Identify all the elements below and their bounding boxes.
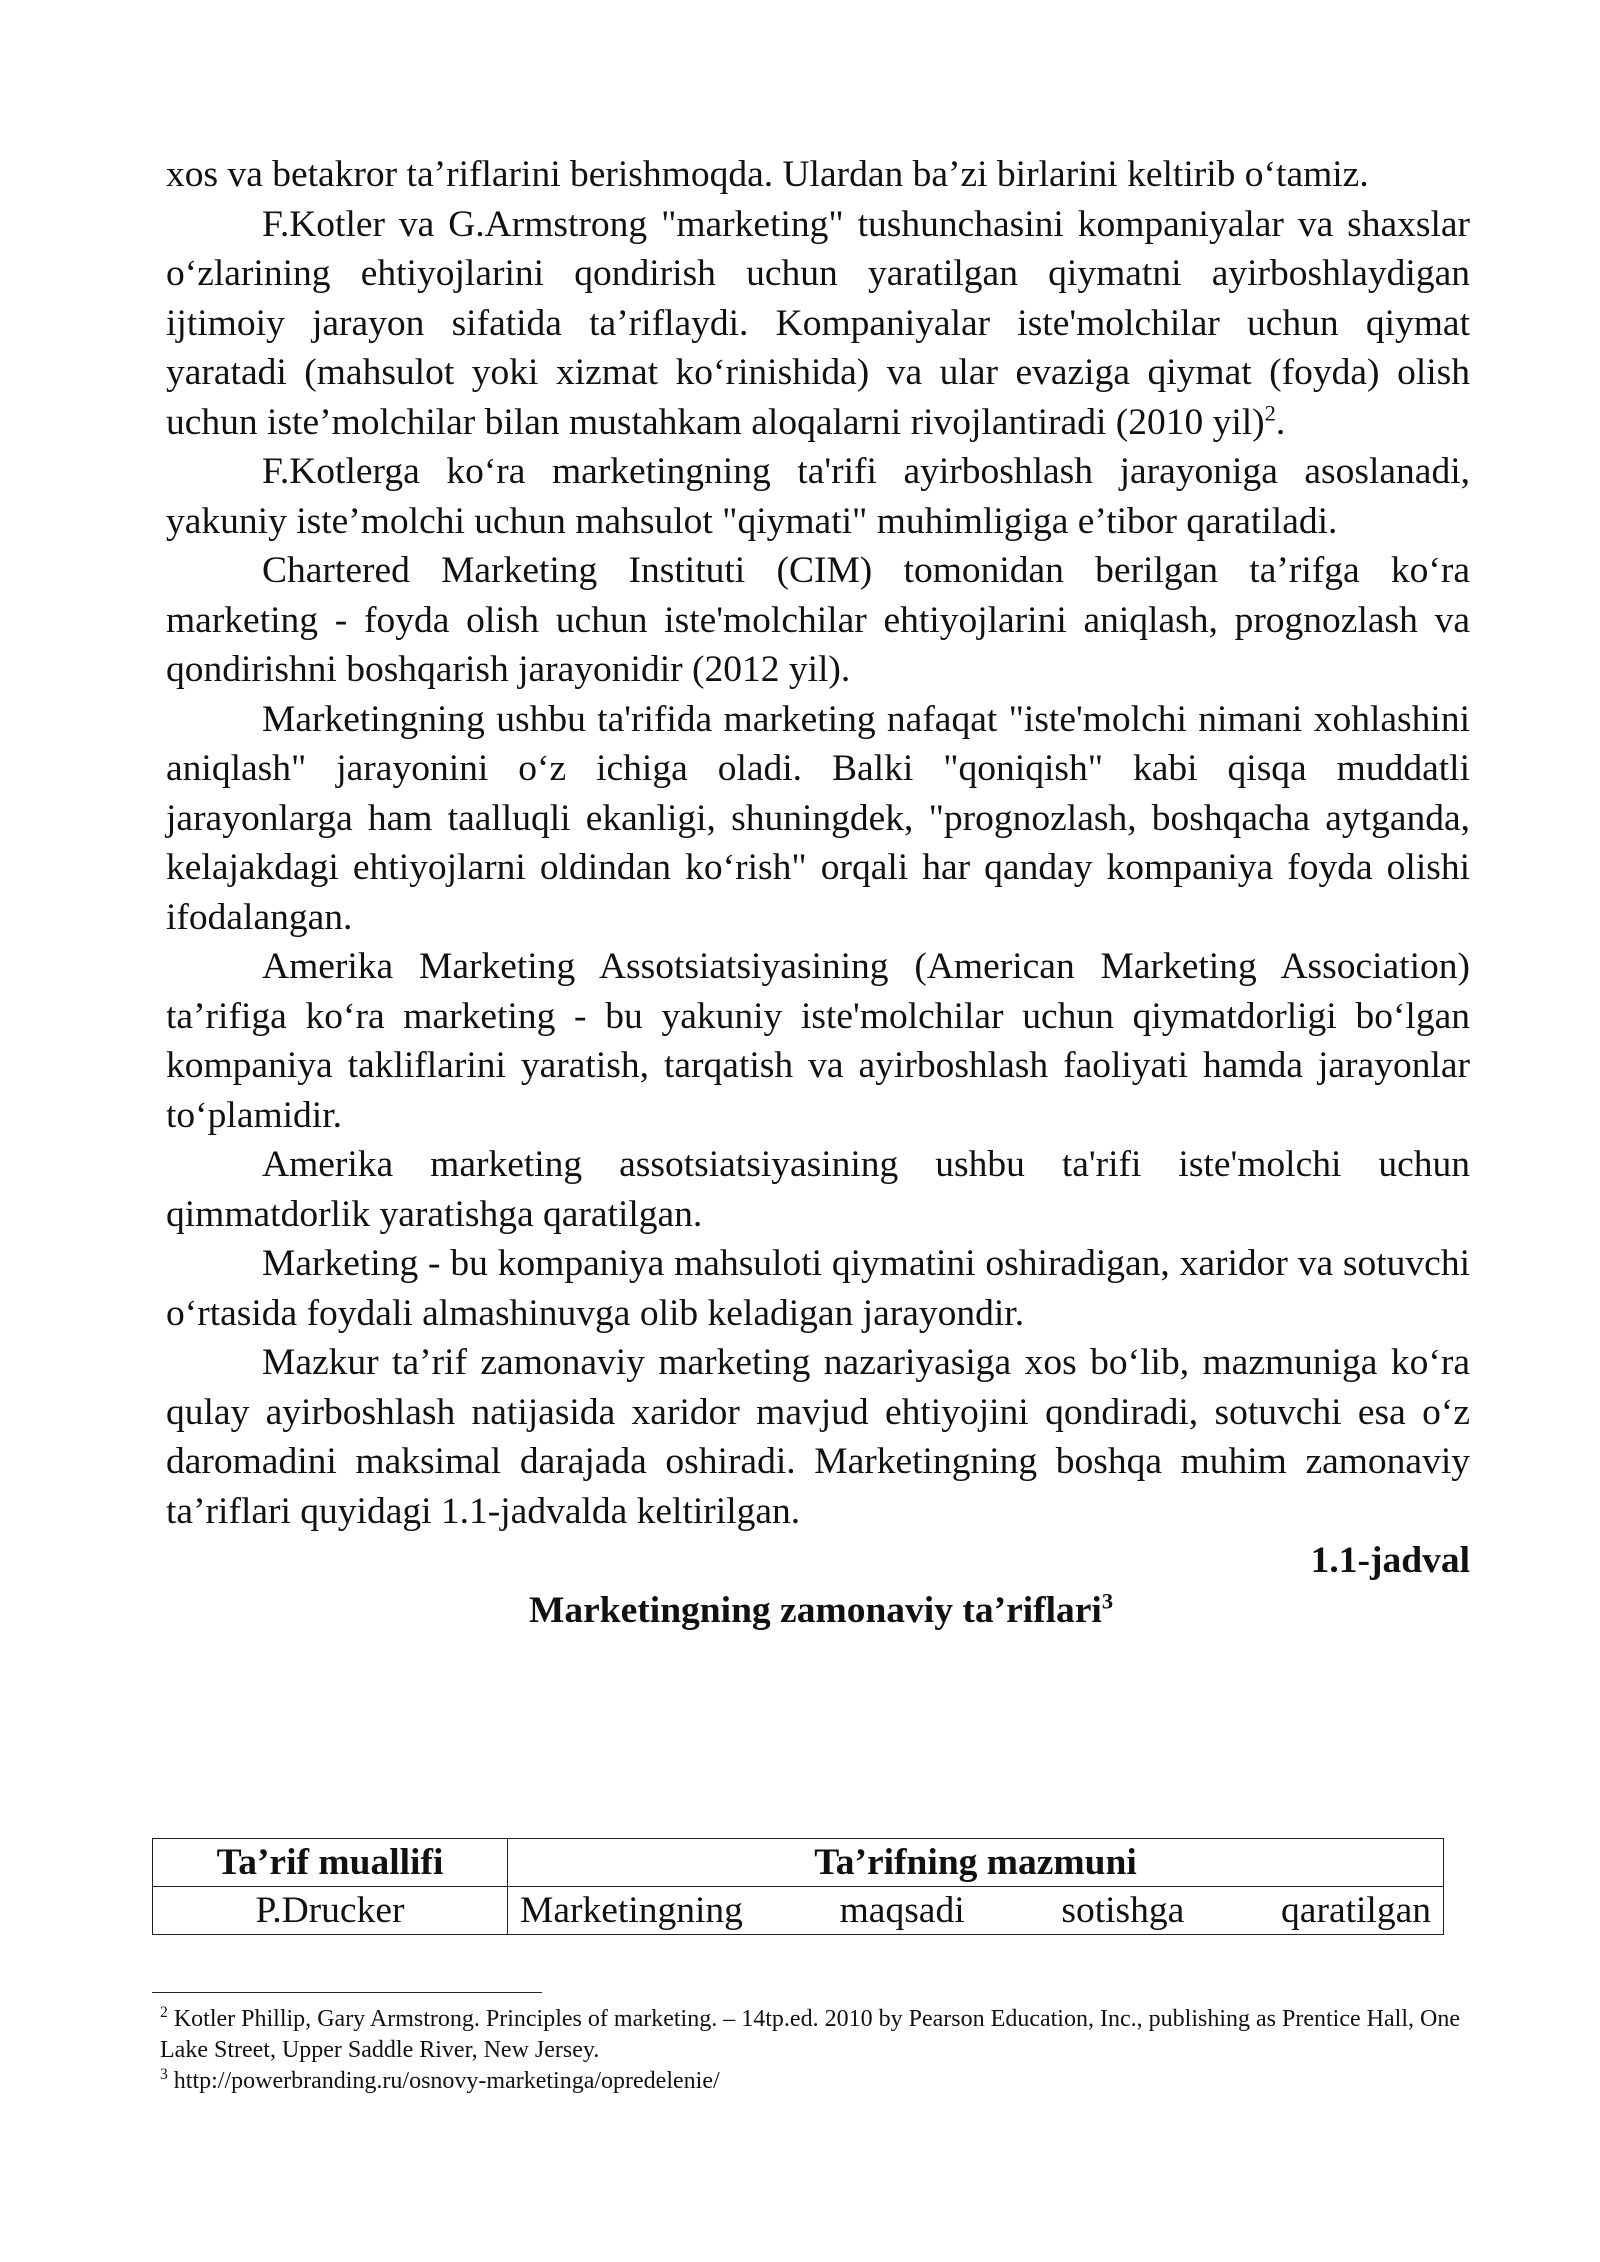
table-title: Marketingning zamonaviy ta’riflari$^3$ bbox=[529, 1588, 1114, 1631]
footnote-ref[interactable]: 3 bbox=[1101, 1588, 1114, 1613]
paragraph: Amerika marketing assotsiatsiyasining ushbu ta'rifi iste'molchi uchun qimmatdorlik yaratishga qaratilgan. bbox=[166, 1144, 1470, 1235]
body-text bbox=[166, 150, 1470, 1536]
paragraph: Marketing - bu kompaniya mahsuloti qiymatini oshiradigan, xaridor va sotuvchi o‘rtasida foydali almashinuvga olib keladigan jarayondir. bbox=[166, 1243, 1470, 1334]
header-author: Ta’rif muallifi bbox=[153, 1839, 508, 1887]
table-header-row bbox=[153, 1839, 1444, 1887]
paragraph: Mazkur ta’rif zamonaviy marketing nazariyasiga xos bo‘lib, mazmuniga ko‘ra qulay ayirboshlash natijasida xaridor mavjud ehtiyojini qondiradi, sotuvchi esa o‘z daromadini maksimal darajada oshiradi. Marketingning boshqa muhim zamonaviy ta’riflari quyidagi 1.1-jadvalda keltirilgan. bbox=[166, 1342, 1470, 1532]
cell-content: Marketingning maqsadi sotishga qaratilgan bbox=[508, 1887, 1444, 1935]
paragraph: F.Kotlerga ko‘ra marketingning ta'rifi ayirboshlash jarayoniga asoslanadi, yakuniy iste’molchi uchun mahsulot "qiymati" muhimligiga e’tibor qaratiladi. bbox=[166, 451, 1470, 542]
definitions-table bbox=[152, 1838, 1444, 1935]
footnotes bbox=[160, 2004, 1460, 2097]
paragraph: Amerika Marketing Assotsiatsiyasining (American Marketing Association) ta’rifiga ko‘ra marketing - bu yakuniy iste'molchilar uchun qiymatdorligi bo‘lgan kompaniya takliflarini yaratish, tarqatish va ayirboshlash faoliyati hamda jarayonlar to‘plamidir. bbox=[166, 946, 1470, 1136]
paragraph: F.Kotler va G.Armstrong "marketing" tushunchasini kompaniyalar va shaxslar o‘zlarining ehtiyojlarini qondirish uchun yaratilgan qiymatni ayirboshlaydigan ijtimoiy jarayon sifatida ta’riflaydi. Kompaniyalar iste'molchilar uchun qiymat yaratadi (mahsulot yoki xizmat ko‘rinishida) va ular evaziga qiymat (foyda) olish uchun iste’molchilar bilan mustahkam aloqalarni rivojlantiradi (2010 yil)$^2$. bbox=[166, 203, 1470, 443]
paragraph: Marketingning ushbu ta'rifida marketing nafaqat "iste'molchi nimani xohlashini aniqlash" jarayonini o‘z ichiga oladi. Balki "qoniqish" kabi qisqa muddatli jarayonlarga ham taalluqli ekanligi, shuningdek, "prognozlash, boshqacha aytganda, kelajakdagi ehtiyojlarni oldindan ko‘rish" orqali har qanday kompaniya foyda olishi ifodalangan. bbox=[166, 698, 1470, 938]
footnote-separator bbox=[152, 1992, 542, 1993]
header-content: Ta’rifning mazmuni bbox=[508, 1839, 1444, 1887]
table-row bbox=[153, 1887, 1444, 1935]
footnote: $^2$ Kotler Phillip, Gary Armstrong. Principles of marketing. – 14tp.ed. 2010 by Pearson Education, Inc., publishing as Prentice Hall, One Lake Street, Upper Saddle River, New Jersey. bbox=[160, 2004, 1461, 2063]
table-label: 1.1-jadval bbox=[1310, 1540, 1470, 1581]
footnote-ref[interactable]: 2 bbox=[1264, 400, 1276, 425]
footnote-link[interactable]: http://powerbranding.ru/osnovy-marketinga/opredelenie/ bbox=[173, 2068, 720, 2094]
paragraph: xos va betakror ta’riflarini berishmoqda. Ulardan ba’zi birlarini keltirib o‘tamiz. bbox=[166, 154, 1369, 195]
page-content bbox=[166, 150, 1470, 1635]
cell-author: P.Drucker bbox=[153, 1887, 508, 1935]
paragraph: Chartered Marketing Instituti (CIM) tomonidan berilgan ta’rifga ko‘ra marketing - foyda olish uchun iste'molchilar ehtiyojlarini aniqlash, prognozlash va qondirishni boshqarish jarayonidir (2012 yil). bbox=[166, 550, 1470, 690]
footnote: $^3$ http://powerbranding.ru/osnovy-marketinga/opredelenie/ bbox=[160, 2066, 720, 2094]
